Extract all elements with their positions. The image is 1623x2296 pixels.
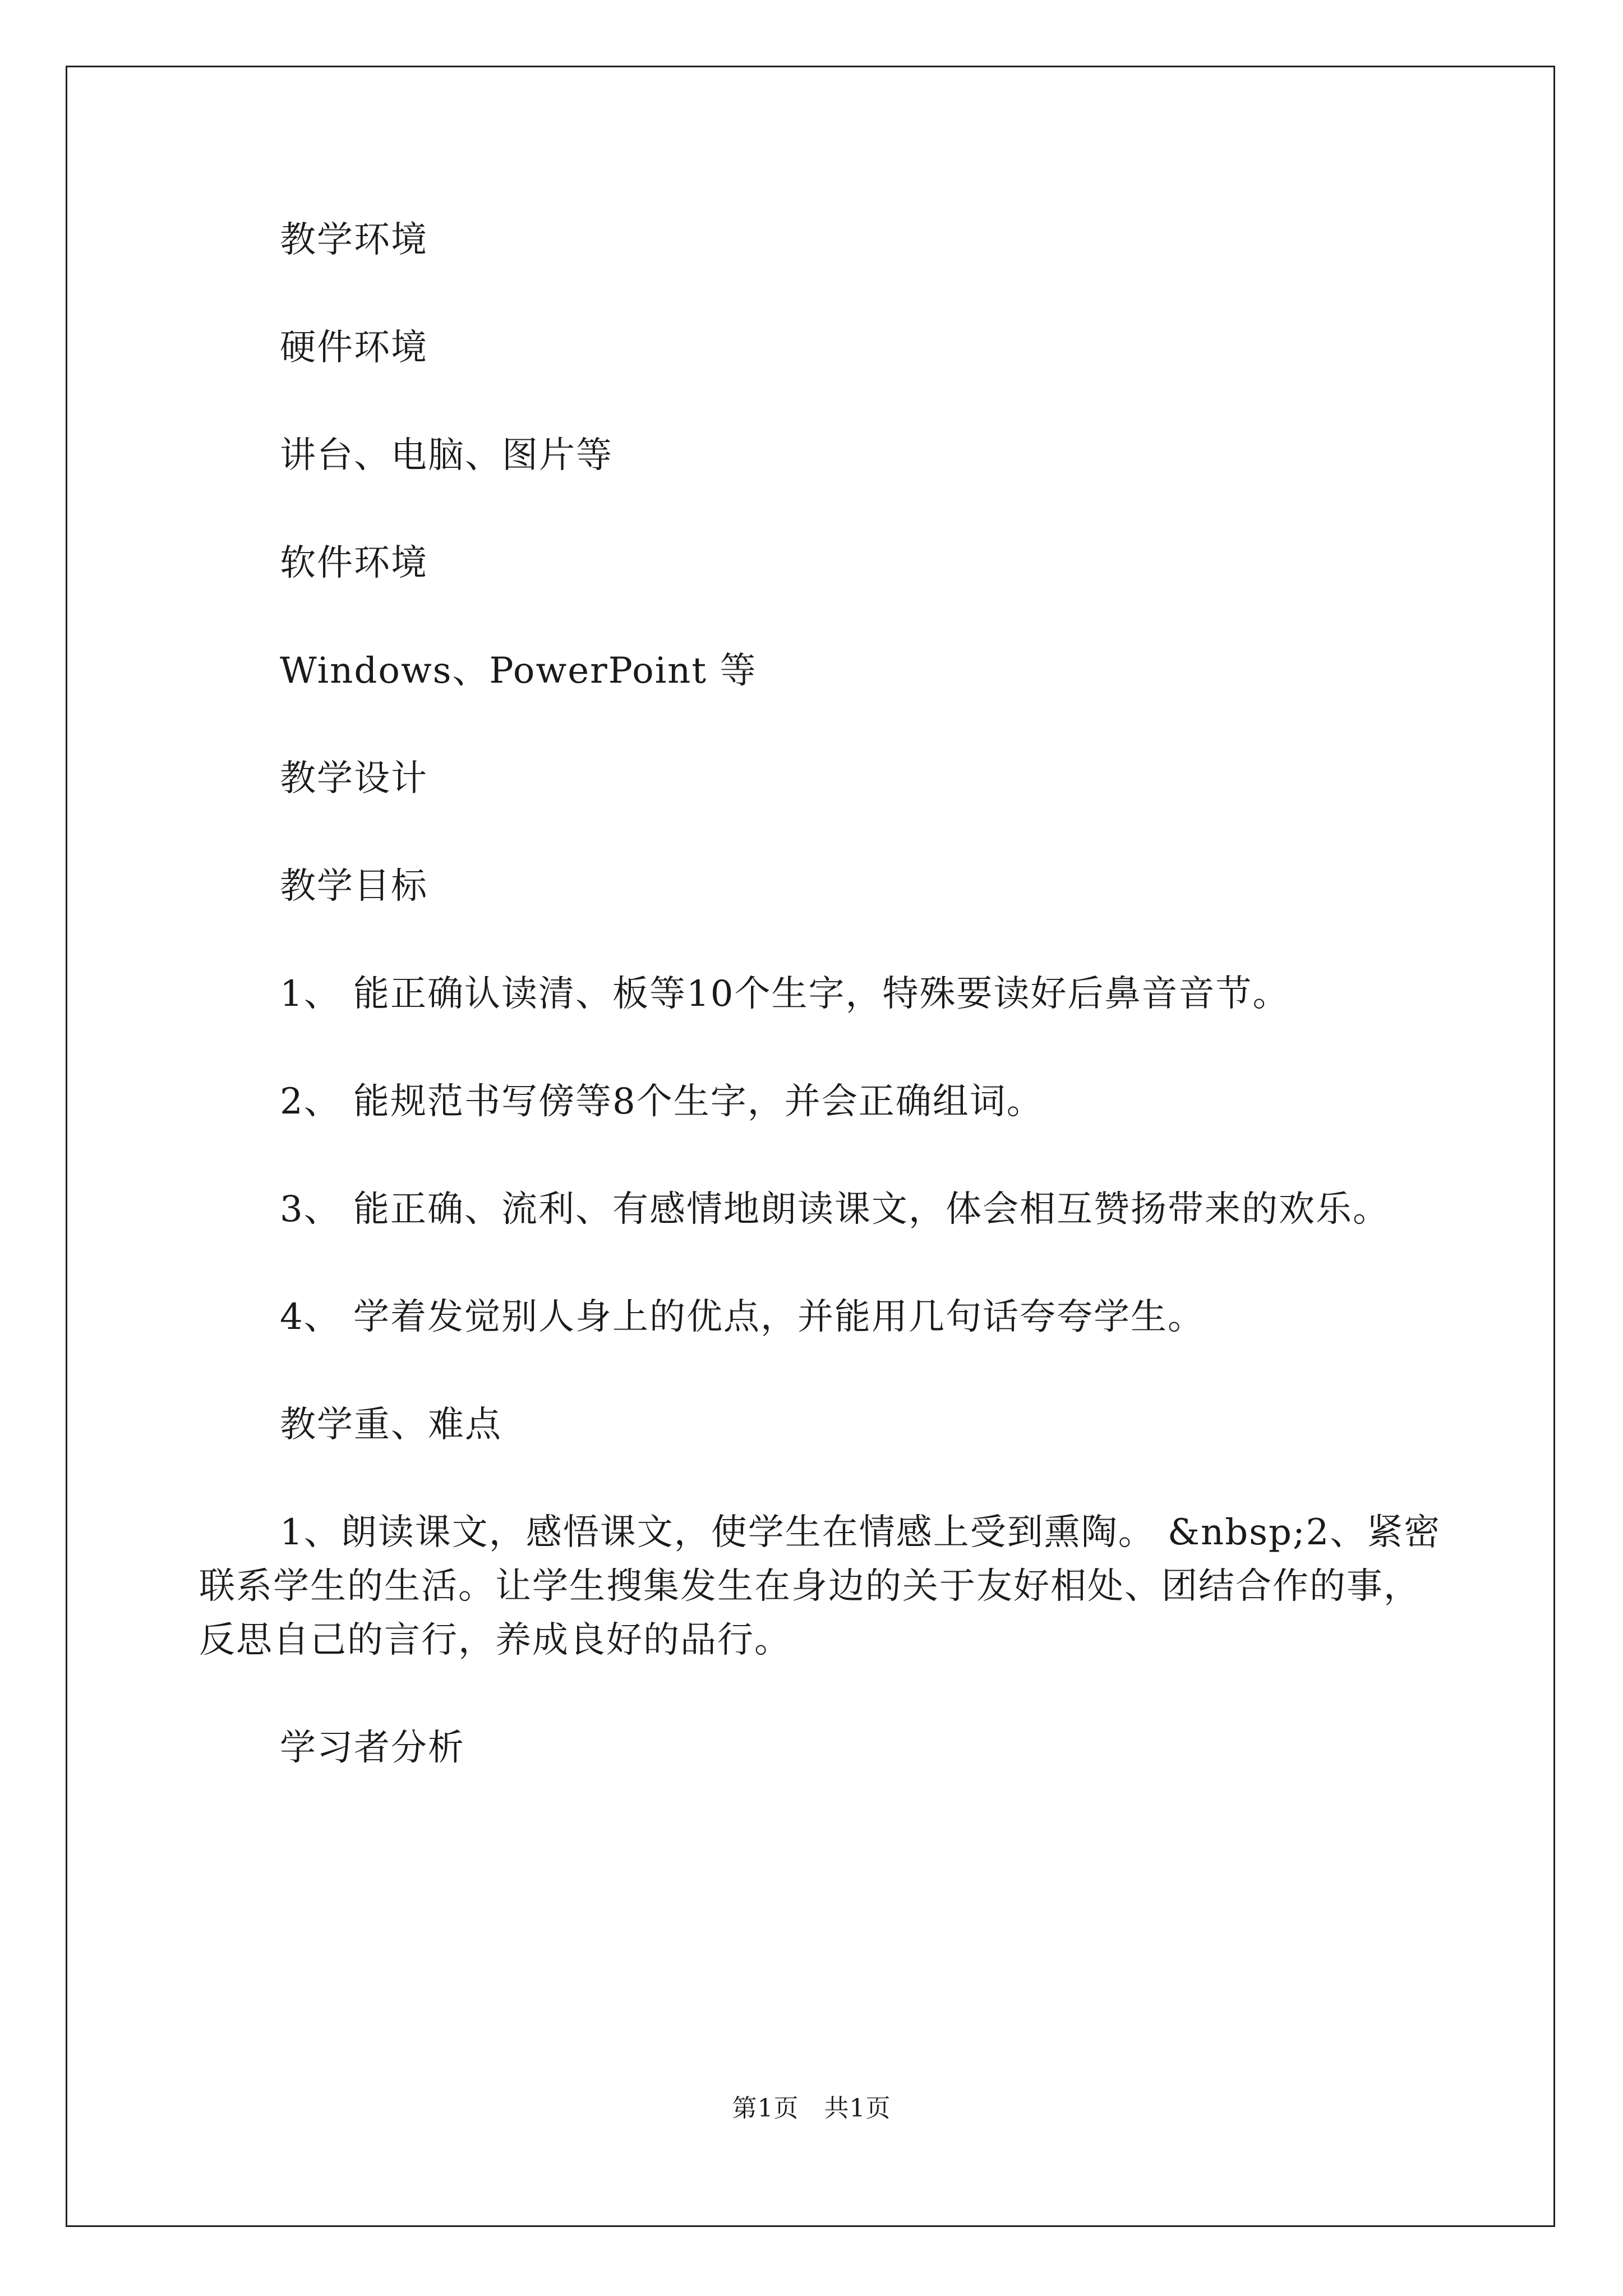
- paragraph: 硬件环境: [280, 327, 428, 369]
- paragraph: 教学环境: [280, 219, 428, 261]
- paragraph: 教学设计: [280, 758, 428, 799]
- paragraph: Windows、PowerPoint 等: [280, 650, 757, 692]
- paragraph: 教学重、难点: [280, 1404, 502, 1446]
- page-footer: 第1页 共1页: [732, 2094, 891, 2123]
- paragraph: 4、 学着发觉别人身上的优点，并能用几句话夸夸学生。: [280, 1296, 1205, 1338]
- paragraph: 1、 能正确认读清、板等10个生字，特殊要读好后鼻音音节。: [280, 973, 1290, 1015]
- paragraph: 3、 能正确、流利、有感情地朗读课文，体会相互赞扬带来的欢乐。: [280, 1189, 1390, 1230]
- paragraph: 软件环境: [280, 542, 428, 584]
- document-body: [199, 213, 1453, 1829]
- paragraph: 讲台、电脑、图片等: [280, 435, 613, 476]
- paragraph: 学习者分析: [280, 1727, 465, 1769]
- paragraph: 教学目标: [280, 866, 428, 907]
- paragraph: 2、 能规范书写傍等8个生字，并会正确组词。: [280, 1081, 1044, 1122]
- paragraph: 1、朗读课文，感悟课文，使学生在情感上受到熏陶。 &nbsp;2、紧密联系学生的生活。让学生搜集发生在身边的关于友好相处、团结合作的事，反思自己的言行，养成良好的品行。: [199, 1512, 1441, 1661]
